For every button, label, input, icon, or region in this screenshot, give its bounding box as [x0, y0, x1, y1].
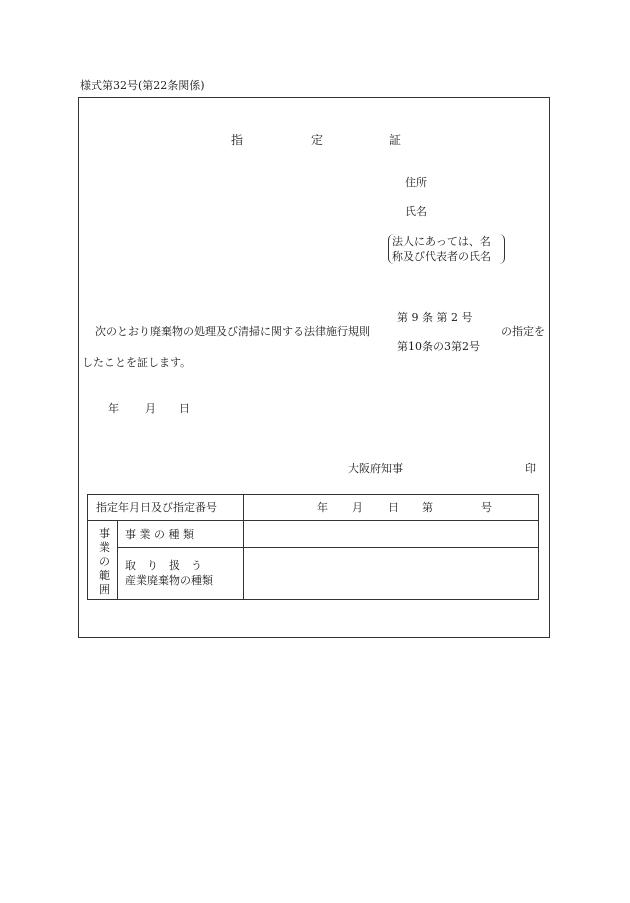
table-divider [117, 520, 118, 600]
address-label: 住所 [405, 176, 427, 189]
title-char-2: 定 [311, 133, 324, 147]
designation-number-prefix: 第 [422, 501, 433, 514]
waste-type-label-line2: 産業廃棄物の種類 [125, 574, 213, 587]
corporate-note-line1: 法人にあっては、名 [392, 235, 491, 248]
table-divider [117, 547, 539, 548]
statement-line-2: したことを証します。 [82, 356, 192, 369]
table-divider [243, 494, 244, 600]
article-option-2: 第10条の3第2号 [397, 340, 480, 353]
business-scope-label: 事業の範囲 [99, 527, 110, 596]
designation-day: 日 [388, 501, 399, 514]
designation-date-number-label: 指定年月日及び指定番号 [96, 501, 217, 514]
designation-year: 年 [317, 501, 328, 514]
article-option-1: 第 9 条 第 2 号 [397, 311, 473, 324]
waste-type-label-line1: 取 り 扱 う [125, 559, 202, 572]
issue-date-month: 月 [145, 402, 156, 415]
issue-date-day: 日 [179, 402, 190, 415]
designation-month: 月 [352, 501, 363, 514]
table-divider [87, 520, 539, 521]
title-char-1: 指 [231, 133, 244, 147]
issue-date-year: 年 [108, 402, 119, 415]
form-number: 様式第32号(第22条関係) [80, 79, 205, 92]
designation-number-suffix: 号 [481, 501, 492, 514]
name-label: 氏名 [405, 205, 427, 218]
statement-line-1: 次のとおり廃棄物の処理及び清掃に関する法律施行規則 [95, 325, 370, 338]
corporate-note-line2: 称及び代表者の氏名 [392, 250, 491, 263]
seal-mark: 印 [525, 462, 536, 475]
governor-title: 大阪府知事 [348, 462, 403, 475]
business-type-label: 事 業 の 種 類 [125, 528, 194, 541]
title-char-3: 証 [389, 133, 402, 147]
statement-line-1-end: の指定を [501, 325, 545, 338]
